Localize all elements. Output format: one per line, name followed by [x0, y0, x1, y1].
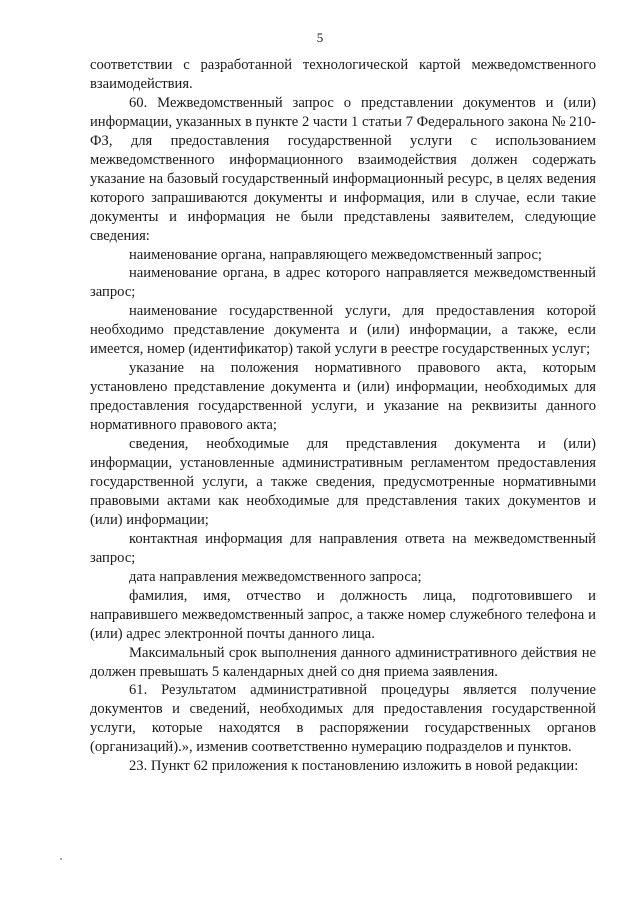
list-item-legal-act: указание на положения нормативного правового акта, которым установлено представление документа и (или) информации, необходимых для предоставления государственной услуги, и указание на реквизиты данного нормативного правового акта;: [90, 360, 596, 434]
paragraph-item-61: 61. Результатом административной процедуры является получение документов и сведений, необходимых для предоставления государственной услуги, которые находятся в распоряжении государственных органов (организаций).», изменив соответственно нумерацию подразделов и пунктов.: [90, 682, 596, 756]
list-item-request-date: дата направления межведомственного запроса;: [129, 568, 422, 585]
list-item-receiving-body: наименование органа, в адрес которого направляется межведомственный запрос;: [90, 265, 596, 301]
paragraph-item-60: 60. Межведомственный запрос о представлении документов и (или) информации, указанных в пункте 2 части 1 статьи 7 Федерального закона № 210-ФЗ, для предоставления государственной услуги с использованием межведомственного информационного взаимодействия должен содержать указание на базовый государственный информационный ресурс, в целях ведения которого запрашиваются документы и информация, или в случае, если такие документы и информация не были представлены заявителем, следующие сведения:: [90, 94, 596, 244]
paragraph-deadline: Максимальный срок выполнения данного административного действия не должен превышать 5 календарных дней со дня приема заявления.: [90, 644, 596, 680]
scan-speck: [60, 858, 62, 860]
list-item-service-name: наименование государственной услуги, для предоставления которой необходимо представление документа и (или) информации, а также, если имеется, номер (идентификатор) такой услуги в реестре государственных услуг;: [90, 303, 596, 358]
list-item-contact-info: контактная информация для направления ответа на межведомственный запрос;: [90, 530, 596, 566]
paragraph-item-23: 23. Пункт 62 приложения к постановлению изложить в новой редакции:: [129, 758, 579, 775]
list-item-required-info: сведения, необходимые для представления документа и (или) информации, установленные административным регламентом предоставления государственной услуги, а также сведения, предусмотренные нормативными правовыми актами как необходимые для представления таких документов и (или) информации;: [90, 436, 596, 528]
paragraph-continuation: соответствии с разработанной технологической картой межведомственного взаимодействия.: [90, 57, 596, 92]
list-item-requesting-body: наименование органа, направляющего межведомственный запрос;: [129, 246, 542, 263]
document-body: [90, 56, 596, 776]
page-number: 5: [316, 30, 324, 45]
list-item-responsible-person: фамилия, имя, отчество и должность лица, подготовившего и направившего межведомственный запрос, а также номер служебного телефона и (или) адрес электронной почты данного лица.: [90, 587, 596, 642]
